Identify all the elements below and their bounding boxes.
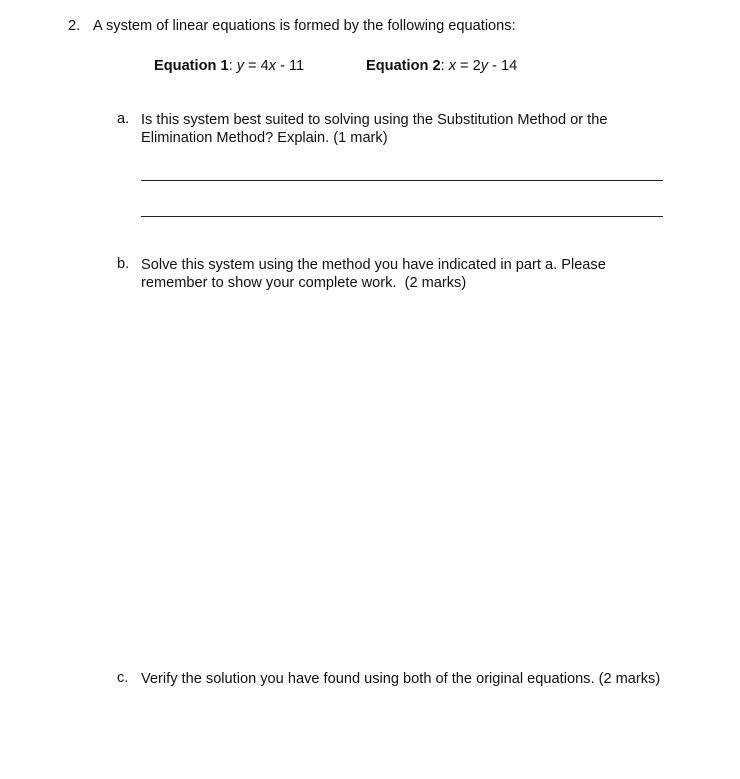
equation-2-rhs-post: - 14 [488,58,518,74]
answer-line-1[interactable] [141,180,663,181]
equation-1-rhs-post: - 11 [276,58,305,74]
question-intro: A system of linear equations is formed by the following equations: [93,18,516,34]
part-a-text [141,111,607,147]
part-b-line-1: Solve this system using the method you have indicated in part a. Please [141,257,606,273]
part-a-line-2: Elimination Method? Explain. (1 mark) [141,130,388,146]
part-b-label: b. [117,256,130,272]
equation-1 [154,58,304,74]
part-c-line-1: Verify the solution you have found using both of the original equations. (2 marks) [141,671,661,687]
equation-1-rhs-pre: = 4 [244,58,269,74]
equation-1-label: Equation 1 [154,58,229,74]
equation-1-sep: : [228,58,237,74]
equation-1-rhs-var: x [268,58,277,74]
part-c-label: c. [117,670,129,686]
equation-2-rhs-pre: = 2 [456,58,481,74]
equation-2-sep: : [440,58,449,74]
equation-2-lhs-var: x [448,58,456,74]
equation-2-rhs-var: y [480,58,489,74]
part-c-text [141,670,660,688]
question-number: 2. [68,18,81,34]
answer-line-2[interactable] [141,216,663,217]
part-b-line-2: remember to show your complete work. (2 marks) [141,275,467,291]
part-a-label: a. [117,111,130,127]
equation-1-lhs-var: y [236,58,244,74]
part-b-text [141,256,606,292]
equation-2 [366,58,517,74]
part-a-line-1: Is this system best suited to solving using the Substitution Method or the [141,112,608,128]
equation-2-label: Equation 2 [366,58,441,74]
